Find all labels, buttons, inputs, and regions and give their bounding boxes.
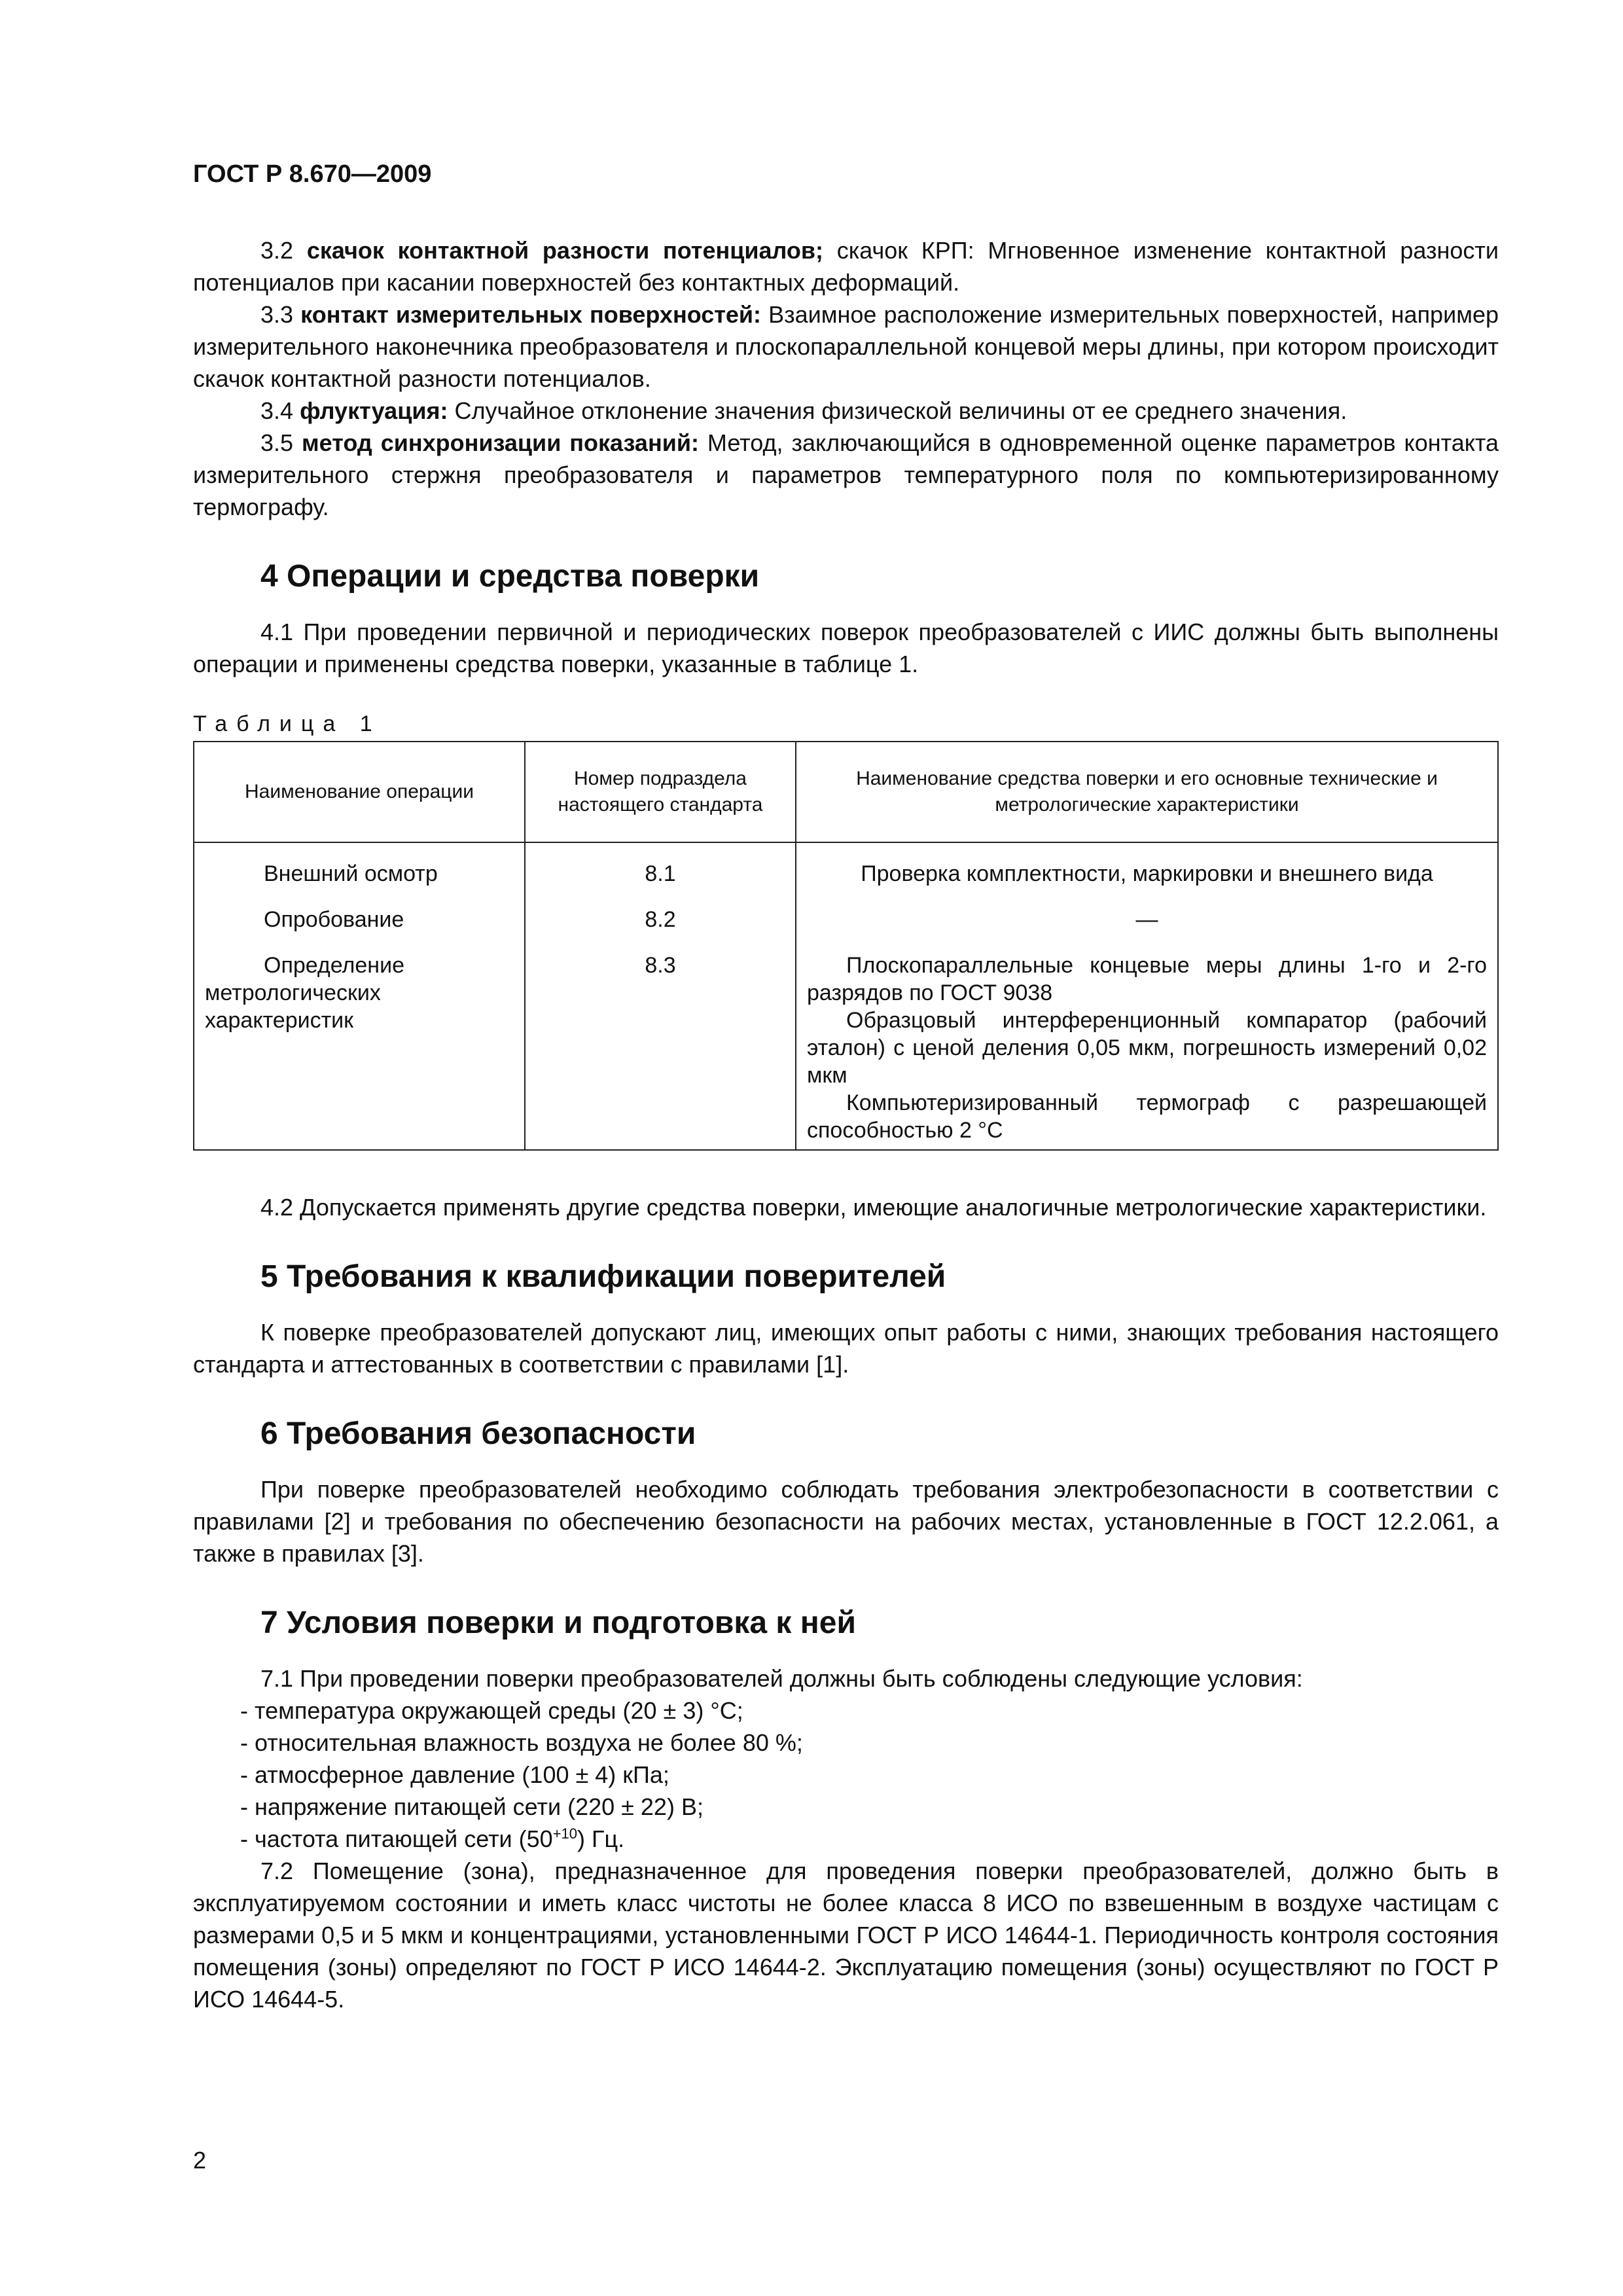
definition-3-5: 3.5 метод синхронизации показаний: Метод, заключающийся в одновременной оценке параметров контакта измерительного стержня преобразователя и параметров температурного поля по компьютеризированному термографу. [193,429,1499,520]
paragraph-5: К поверке преобразователей допускают лиц, имеющих опыт работы с ними, знающих требования настоящего стандарта и аттестованных в соответствии с правилами [1]. [193,1319,1499,1378]
page-number: 2 [193,2147,207,2174]
document-page [193,160,1499,2015]
condition-item: - температура окружающей среды (20 ± 3) °С; [240,1697,743,1724]
section-5-title: 5 Требования к квалификации поверителей [260,1259,946,1294]
table-row [194,952,1498,1150]
section-6-title: 6 Требования безопасности [260,1416,696,1451]
table-caption: Таблица 1 [193,711,382,736]
operation-cell: Определение метрологических характеристик [194,952,525,1150]
definition-3-3: 3.3 контакт измерительных поверхностей: Взаимное расположение измерительных поверхностей, например измерительного наконечника преобразователя и плоскопараллельной концевой меры длины, при котором происходит скачок контактной разности потенциалов. [193,301,1499,392]
term: скачок контактной разности потенциалов; [306,237,823,264]
section-7-title: 7 Условия поверки и подготовка к ней [260,1605,856,1640]
definition-3-4: 3.4 флуктуация: Случайное отклонение значения физической величины от ее среднего значения. [260,397,1347,424]
condition-item: - атмосферное давление (100 ± 4) кПа; [240,1761,669,1788]
definition-3-2: 3.2 скачок контактной разности потенциалов; скачок КРП: Мгновенное изменение контактной разности потенциалов при касании поверхностей без контактных деформаций. [193,237,1499,296]
condition-item: - частота питающей сети $(50^{+10})$ Гц. [240,1825,625,1852]
section-4-title: 4 Операции и средства поверки [260,559,760,594]
subsection-cell: 8.1 [525,842,796,906]
table-row [194,906,1498,952]
means-cell: Плоскопараллельные концевые меры длины 1-го и 2-го разрядов по ГОСТ 9038 Образцовый интерференционный компаратор (рабочий эталон) с ценой деления 0,05 мкм, погрешность измерений 0,02 мкм Компьютеризированный термограф с разрешающей способностью 2 °С [796,952,1498,1150]
subsection-cell: 8.2 [525,906,796,952]
column-header-subsection: Номер подраздела настоящего стандарта [525,742,796,842]
table-row [194,842,1498,906]
column-header-operation: Наименование операции [194,742,525,842]
operation-cell: Опробование [194,906,525,952]
paragraph-7-2: 7.2 Помещение (зона), предназначенное для проведения поверки преобразователей, должно быть в эксплуатируемом состоянии и иметь класс чистоты не более класса 8 ИСО по взвешенным в воздухе частицам с размерами 0,5 и 5 мкм и концентрациями, установленными ГОСТ Р ИСО 14644-1. Периодичность контроля состояния помещения (зоны) определяют по ГОСТ Р ИСО 14644-2. Эксплуатацию помещения (зоны) осуществляют по ГОСТ Р ИСО 14644-5. [193,1857,1499,2013]
term: метод синхронизации показаний: [302,429,699,456]
column-header-means: Наименование средства поверки и его основные технические и метрологические характеристики [796,742,1498,842]
term: флуктуация: [300,397,448,424]
verification-table [193,741,1499,1151]
paragraph-6: При поверке преобразователей необходимо соблюдать требования электробезопасности в соответствии с правилами [2] и требования по обеспечению безопасности на рабочих местах, установленные в ГОСТ 12.2.061, а также в правилах [3]. [193,1476,1499,1567]
term: контакт измерительных поверхностей: [300,301,761,328]
condition-item: - напряжение питающей сети (220 ± 22) В; [240,1793,704,1820]
condition-item: - относительная влажность воздуха не более 80 %; [240,1729,803,1756]
paragraph-7-1: 7.1 При проведении поверки преобразователей должны быть соблюдены следующие условия: [260,1665,1303,1692]
table-header-row [194,742,1498,842]
subsection-cell: 8.3 [525,952,796,1150]
document-header: ГОСТ Р 8.670—2009 [193,160,432,188]
means-cell: — [796,906,1498,952]
means-cell: Проверка комплектности, маркировки и внешнего вида [796,842,1498,906]
paragraph-4-2: 4.2 Допускается применять другие средства поверки, имеющие аналогичные метрологические характеристики. [260,1194,1487,1221]
operation-cell: Внешний осмотр [194,842,525,906]
paragraph-4-1: 4.1 При проведении первичной и периодических поверок преобразователей с ИИС должны быть выполнены операции и применены средства поверки, указанные в таблице 1. [193,619,1499,677]
